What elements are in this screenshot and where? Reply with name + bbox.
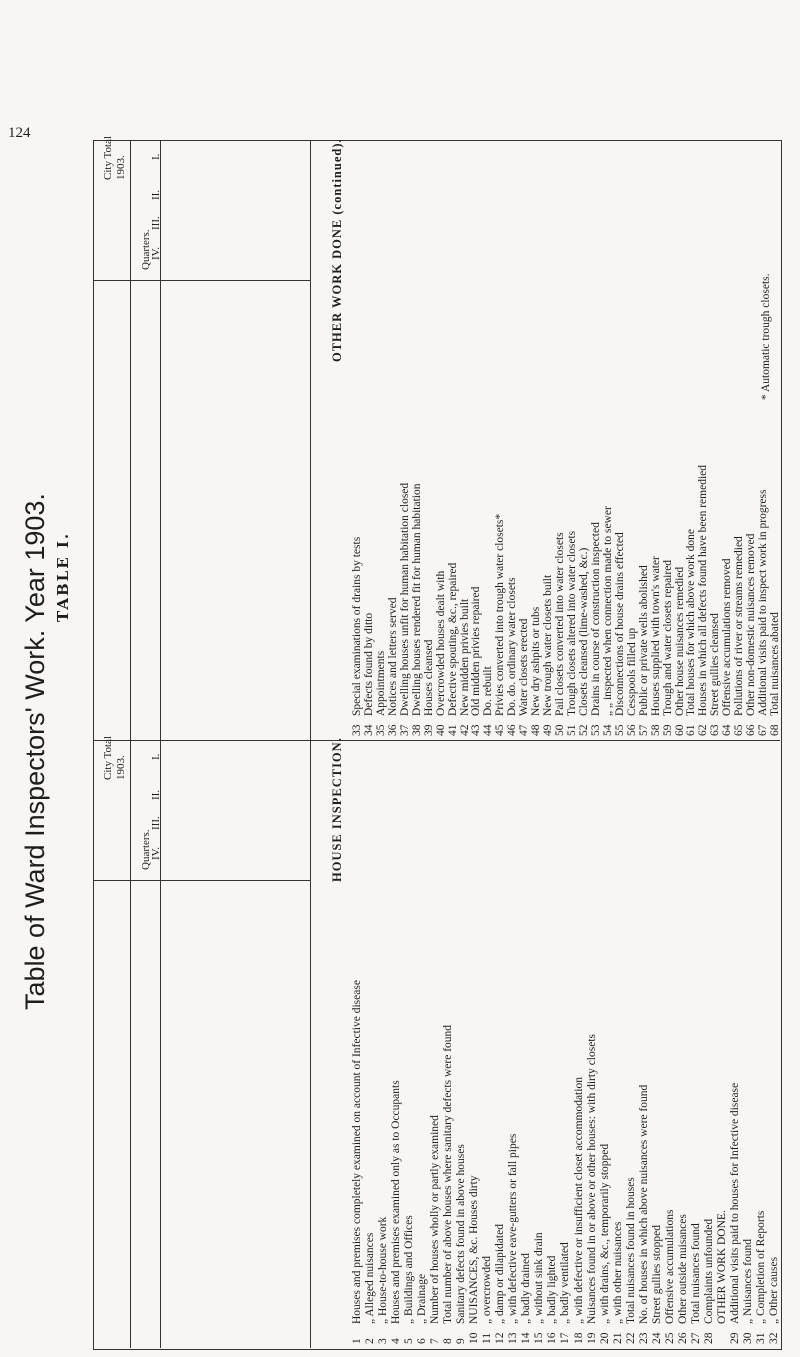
row-number: 54 [601,724,614,736]
row-label: Houses supplied with town's water [649,556,662,716]
row-number: 36 [386,724,399,736]
row-number: 45 [494,724,507,736]
row-number: 30 [741,1332,754,1344]
lower-quarter-4-header: IV. [150,847,162,860]
row-number: 1 [351,1338,363,1344]
row-label: Offensive accumulations removed [721,558,734,716]
row-number: 50 [554,724,567,736]
row-label: „ with other nuisances [611,1221,624,1324]
row-label: Closets cleansed (lime-washed, &c.) [577,547,590,716]
row-number: 46 [506,724,519,736]
row-rule [93,280,310,281]
row-label: Nuisances found in or above or other houses: with dirty closets [585,1034,598,1324]
row-label: Total nuisances abated [769,612,782,716]
row-number: 27 [689,1332,702,1344]
upper-quarter-1-header: I. [150,153,162,160]
row-number: 53 [589,724,602,736]
row-number: 65 [733,724,746,736]
lower-city-total-header: City Total [102,736,114,780]
row-label: Houses in which all defects found have been remedied [697,465,710,716]
upper-quarter-3-header: III. [150,216,162,230]
row-label: Do. rebuilt [482,666,495,716]
row-label: Privies converted into trough water closets* [494,513,507,716]
row-label: „ Alleged nuisances [364,1232,377,1324]
row-label: Other house nuisances remedied [673,566,686,716]
page-number: 124 [8,125,31,141]
row-rule [93,880,310,881]
row-label: Street gullies cleansed [709,613,722,716]
column-rule [130,740,131,1348]
row-number: 6 [416,1338,429,1344]
row-number: 10 [468,1332,481,1344]
lower-quarter-2-header: II. [150,789,162,800]
column-rule [310,140,311,740]
lower-quarter-1-header: I. [150,753,162,760]
row-number: 51 [566,724,578,736]
row-label: Special examinations of drains by tests [351,536,363,716]
row-number: 42 [458,724,471,736]
table-heading: TABLE I. [54,531,72,622]
column-rule [160,140,161,740]
row-label: „ badly ventilated [559,1242,572,1324]
row-number: 48 [530,724,543,736]
row-number: 56 [625,724,638,736]
upper-quarters-header: Quarters. [140,229,152,270]
row-number: 59 [661,724,674,736]
row-label: No. of houses in which above nuisances were found [637,1084,650,1324]
row-number: 57 [637,724,650,736]
row-label: „ badly drained [520,1253,533,1324]
row-number: 60 [673,724,686,736]
row-number: 25 [663,1332,676,1344]
row-label: Total houses for which above work done [685,529,698,716]
row-number: 11 [481,1332,494,1344]
row-number: 8 [442,1338,455,1344]
row-number: 23 [637,1332,650,1344]
row-label: „ overcrowded [481,1255,494,1324]
row-label: Notices and letters served [386,597,399,716]
row-label: Total number of above houses where sanitary defects were found [442,1024,455,1324]
row-label: Appointments [374,650,387,716]
row-number: 35 [374,724,387,736]
row-number: 22 [624,1332,637,1344]
row-number: 13 [507,1332,520,1344]
row-label: Old midden privies repaired [470,586,483,716]
row-number: 4 [390,1338,403,1344]
row-label: „ House-to-house work [377,1216,390,1324]
row-number: 18 [572,1332,585,1344]
row-label: Pail closets converted into water closets [554,532,567,716]
row-label: „ Other causes [767,1256,780,1324]
row-label: OTHER WORK DONE. [715,1210,728,1324]
row-label: Complaints unfounded [702,1218,715,1324]
row-label: Street gullies stopped [650,1224,663,1324]
row-label: „ Drainage [416,1273,429,1324]
row-number: 52 [577,724,590,736]
row-number: 63 [709,724,722,736]
upper-quarter-4-header: IV. [150,247,162,260]
row-number: 15 [533,1332,546,1344]
row-number: 44 [482,724,495,736]
row-label: Cesspools filled up [625,627,638,716]
row-label: Trough and water closets repaired [661,559,674,716]
row-number: 61 [685,724,698,736]
row-number: 24 [650,1332,663,1344]
row-number: 2 [364,1338,377,1344]
row-number: 32 [767,1332,780,1344]
upper-section-title: OTHER WORK DONE (continued). [330,137,344,362]
row-number: 49 [542,724,555,736]
row-label: Other non-domestic nuisances removed [745,533,758,716]
row-number: 41 [446,724,459,736]
row-label: Disconnections of house drains effected [613,532,626,716]
row-label: Sanitary defects found in above houses [455,1144,468,1324]
row-number: 33 [351,724,363,736]
row-number: 67 [757,724,770,736]
row-label: Overcrowded houses dealt with [434,570,447,716]
row-number: 12 [494,1332,507,1344]
row-number: 31 [754,1332,767,1344]
row-label: Houses and premises examined only as to Occupants [390,1080,403,1324]
row-label: „ with drains, &c., temporarily stopped [598,1143,611,1324]
row-label: Houses and premises completely examined on account of Infective disease [351,980,363,1324]
upper-year-header: 1903. [115,155,127,180]
row-number: 34 [362,724,375,736]
row-label: New trough water closets built [542,574,555,716]
row-label: New dry ashpits or tubs [530,606,543,716]
row-number: 26 [676,1332,689,1344]
row-number: 9 [455,1338,468,1344]
lower-quarter-3-header: III. [150,816,162,830]
lower-year-header: 1903. [115,755,127,780]
row-label: Other outside nuisances [676,1214,689,1324]
row-label: „ with defective eave-gutters or fall pipes [507,1133,520,1324]
row-label: Trough closets altered into water closets [566,530,578,716]
row-label: Offensive accumulations [663,1209,676,1324]
row-number: 29 [728,1332,741,1344]
row-number: 39 [422,724,435,736]
column-rule [130,140,131,740]
row-label: Additional visits paid to inspect work in progress [757,489,770,716]
row-number: 68 [769,724,782,736]
row-number: 37 [398,724,411,736]
row-label: „ Buildings and Offices [403,1215,416,1324]
upper-city-total-header: City Total [102,136,114,180]
row-label: „ Completion of Reports [754,1210,767,1324]
row-number: 5 [403,1338,416,1344]
row-number: 21 [611,1332,624,1344]
row-number: 16 [546,1332,559,1344]
lower-quarters-header: Quarters. [140,829,152,870]
row-number: 58 [649,724,662,736]
row-label: NUISANCES, &c. Houses dirty [468,1175,481,1324]
row-label: „ damp or dilapidated [494,1224,507,1324]
row-label: Total nuisances found in houses [624,1177,637,1324]
row-label: Houses cleansed [422,639,435,716]
row-number: 28 [702,1332,715,1344]
row-rule [93,740,780,741]
row-number: 17 [559,1332,572,1344]
row-number: 55 [613,724,626,736]
row-label: Total nuisances found [689,1223,702,1324]
upper-quarter-2-header: II. [150,189,162,200]
row-number: 3 [377,1338,390,1344]
row-label: Public or private wells abolished [637,565,650,716]
row-label: Dwelling houses rendered fit for human habitation [410,483,423,716]
table-subtitle: Table of Ward Inspectors' Work. Year 1903. [20,493,50,1010]
row-number: 62 [697,724,710,736]
lower-section-title: HOUSE INSPECTION. [330,737,344,883]
row-number: 66 [745,724,758,736]
row-number: 43 [470,724,483,736]
row-label: Drains in course of construction inspected [589,522,602,716]
row-label: „ badly lighted [546,1255,559,1324]
row-label: Defective spouting, &c., repaired [446,562,459,716]
row-label: Number of houses wholly or partly examined [429,1115,442,1324]
row-number: 7 [429,1338,442,1344]
row-label: Do. do. ordinary water closets [506,577,519,716]
row-label: „ with defective or insufficient closet accommodation [572,1077,585,1324]
row-number: 19 [585,1332,598,1344]
row-label: New midden privies built [458,598,471,716]
row-number: 40 [434,724,447,736]
row-number: 38 [410,724,423,736]
row-label: Dwelling houses unfit for human habitation closed [398,482,411,716]
row-label: „ without sink drain [533,1232,546,1324]
row-number: 20 [598,1332,611,1344]
row-label: „ Nuisances found [741,1239,754,1324]
row-label: Pollutions of river or streams remedied [733,536,746,716]
row-number: 14 [520,1332,533,1344]
row-label: Additional visits paid to houses for Infective disease [728,1082,741,1324]
column-rule [160,740,161,1348]
row-number: 47 [518,724,531,736]
row-label: Water closets erected [518,618,531,716]
upper-footnote: * Automatic trough closets. [760,273,772,400]
row-label: „ „ inspected when connection made to sewer [601,506,614,716]
row-label: Defects found by ditto [362,612,375,716]
row-number: 64 [721,724,734,736]
column-rule [310,740,311,1348]
